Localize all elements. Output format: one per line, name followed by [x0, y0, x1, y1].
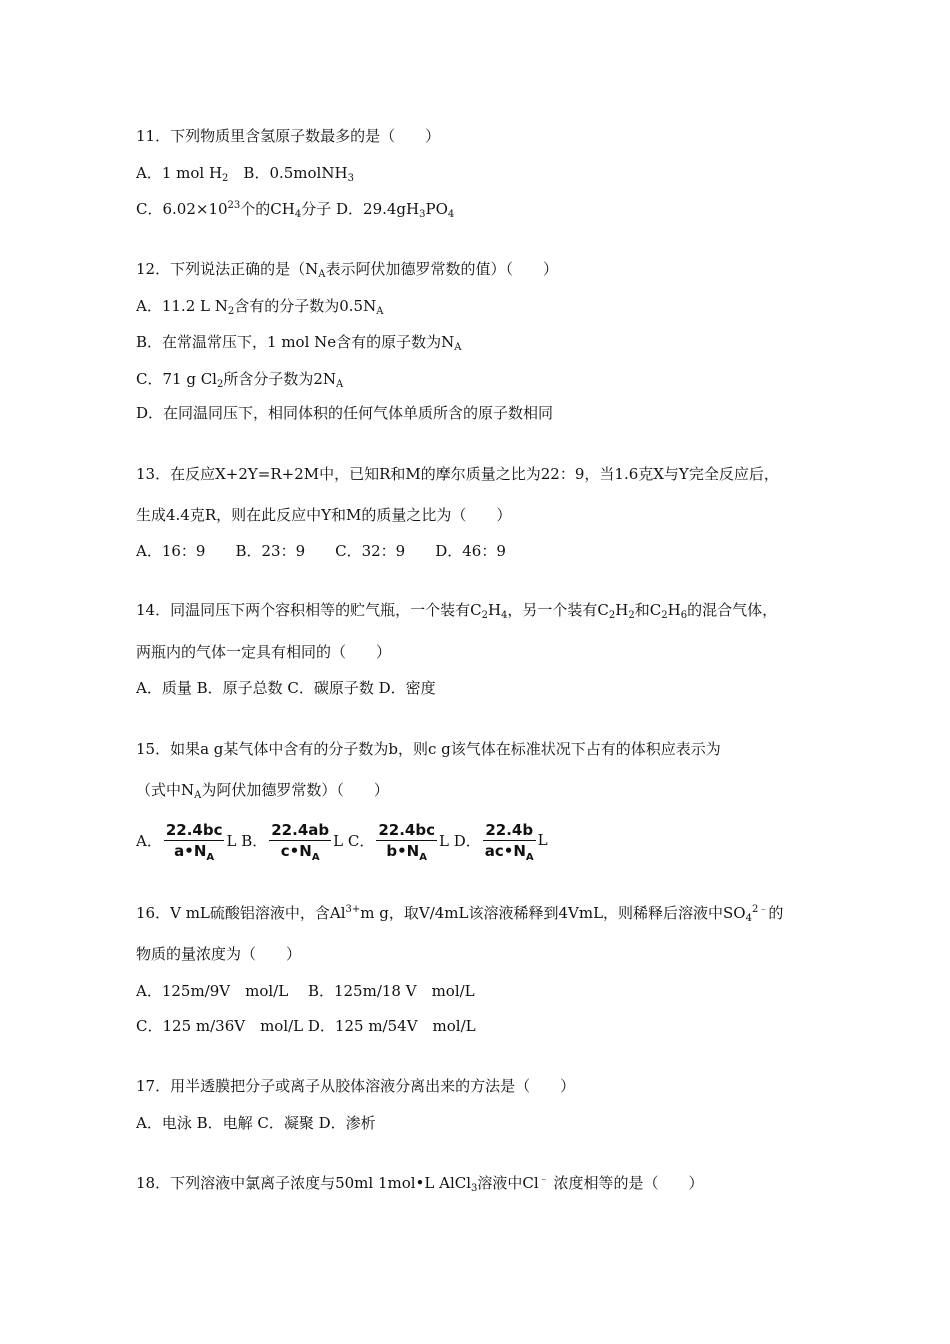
- q11-options-cd: C．$6.02\times 10^{23}$个的$CH_4$分子 D．$29.4gH_3PO_4$: [136, 200, 455, 220]
- q15-fraction-b: $\frac{22.4ab}{c•N_A}$: [271, 820, 330, 863]
- q12-option-a: A．11.2 L $N_2$含有的分子数为$0.5N_A$: [136, 297, 384, 317]
- q13-options: A．16：9 B．23：9 C．32：9 D．46：9: [136, 542, 506, 560]
- q18-stem: 18．下列溶液中氯离子浓度与50ml 1mol•L AlCl$_3$溶液中Cl﹣ 浓度相等的是（ ）: [136, 1174, 704, 1194]
- q14-stem-line2: 两瓶内的气体一定具有相同的（ ）: [136, 643, 392, 661]
- q12-option-d: D．在同温同压下，相同体积的任何气体单质所含的原子数相同: [136, 404, 554, 422]
- q16-options-cd: C．125 m/36V mol/L D．125 m/54V mol/L: [136, 1017, 476, 1035]
- q15-label-c: L C．: [333, 831, 375, 850]
- q15-label-d: L D．: [438, 831, 481, 850]
- q11-options-ab: A．1 mol $H_2$ B．0.5molNH$_3$: [136, 164, 354, 184]
- q12-stem: 12．下列说法正确的是（$N_A$表示阿伏加德罗常数的值）（ ）: [136, 260, 558, 280]
- q17-options: A．电泳 B．电解 C．凝聚 D．渗析: [136, 1114, 376, 1132]
- q12-option-b: B．在常温常压下，1 mol Ne含有的原子数为$N_A$: [136, 333, 462, 353]
- q15-unit: L: [537, 831, 548, 849]
- q15-stem-line2: （式中$N_A$为阿伏加德罗常数）（ ）: [136, 781, 389, 801]
- q15-label-a: A．: [136, 831, 162, 850]
- q15-fraction-c: $\frac{22.4bc}{b•N_A}$: [378, 820, 435, 863]
- q14-stem-line1: 14．同温同压下两个容积相等的贮气瓶，一个装有$C_2H_4$，另一个装有$C_2H_2$和$C_2H_6$的混合气体，: [136, 601, 778, 621]
- q16-stem-line1: 16．V mL硫酸铝溶液中，含$Al^{3+}m$ g，取V/4mL该溶液稀释到4VmL，则稀释后溶液中$SO_4^{2﹣}$的: [136, 904, 784, 924]
- q12-option-c: C．71 g $Cl_2$所含分子数为$2N_A$: [136, 370, 344, 390]
- q11-stem: 11．下列物质里含氢原子数最多的是（ ）: [136, 127, 441, 145]
- q15-fraction-d: $\frac{22.4b}{ac•N_A}$: [484, 820, 534, 863]
- q13-stem-line1: 13．在反应X+2Y=R+2M中，已知R和M的摩尔质量之比为22：9，当1.6克X与Y完全反应后，: [136, 465, 779, 483]
- q15-options: [136, 815, 548, 865]
- q17-stem: 17．用半透膜把分子或离子从胶体溶液分离出来的方法是（ ）: [136, 1077, 576, 1095]
- q15-label-b: L B．: [226, 831, 268, 850]
- q16-options-ab: A．125m/9V mol/L B．125m/18 V mol/L: [136, 982, 475, 1000]
- q15-fraction-a: $\frac{22.4bc}{a•N_A}$: [165, 820, 223, 863]
- q15-stem-line1: 15．如果a g某气体中含有的分子数为b，则c g该气体在标准状况下占有的体积应表示为: [136, 740, 721, 758]
- q13-stem-line2: 生成4.4克R，则在此反应中Y和M的质量之比为（ ）: [136, 506, 512, 524]
- q16-stem-line2: 物质的量浓度为（ ）: [136, 945, 302, 963]
- q14-options: A．质量 B．原子总数 C．碳原子数 D．密度: [136, 679, 436, 697]
